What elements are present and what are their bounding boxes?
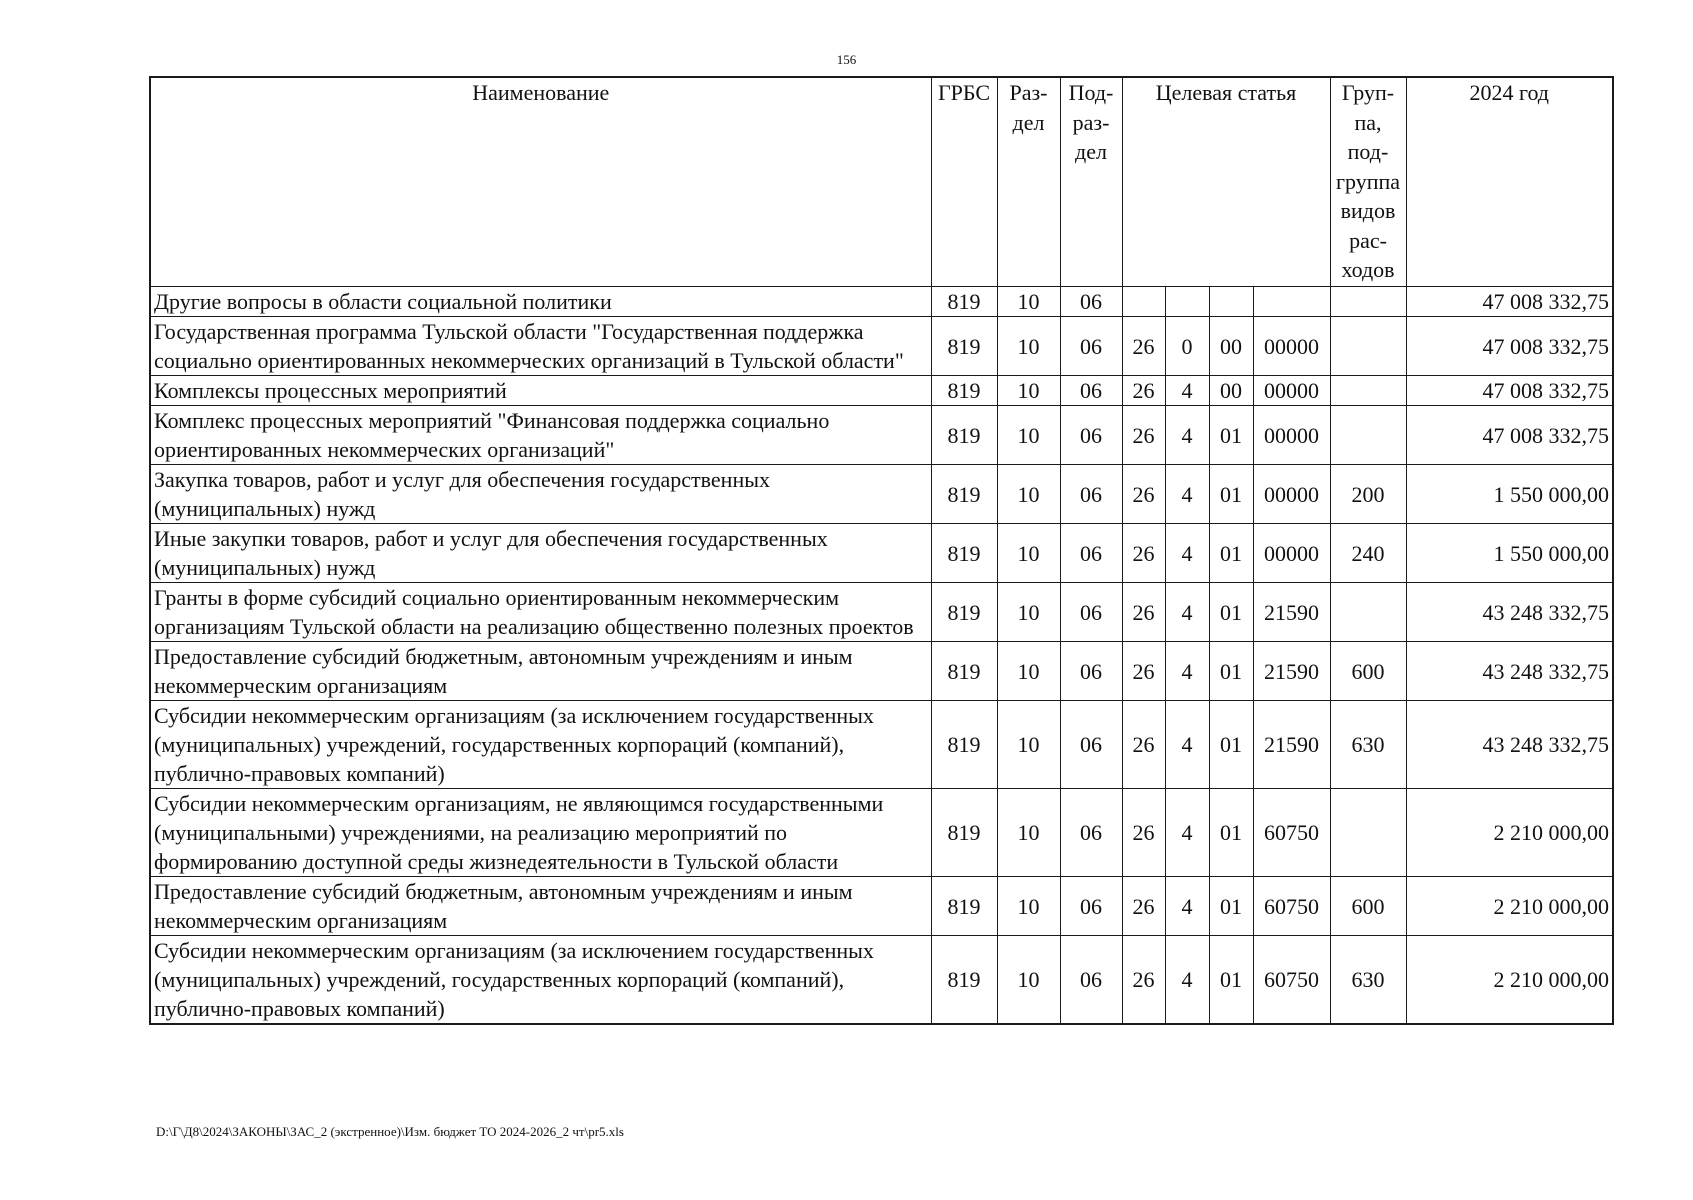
cell-amount: 2 210 000,00 bbox=[1406, 936, 1613, 1025]
cell-target-program: 26 bbox=[1122, 317, 1165, 376]
cell-grbs: 819 bbox=[931, 317, 997, 376]
cell-target-subtype: 01 bbox=[1209, 642, 1253, 701]
cell-expense-group: 200 bbox=[1330, 465, 1406, 524]
cell-target-type bbox=[1165, 287, 1209, 317]
cell-target-type: 4 bbox=[1165, 376, 1209, 406]
cell-target-subtype: 01 bbox=[1209, 524, 1253, 583]
cell-target-program: 26 bbox=[1122, 376, 1165, 406]
cell-podrazdel: 06 bbox=[1060, 936, 1122, 1025]
table-row bbox=[150, 376, 1613, 406]
cell-podrazdel: 06 bbox=[1060, 789, 1122, 877]
table-header-row bbox=[150, 77, 1613, 287]
cell-expense-group bbox=[1330, 789, 1406, 877]
cell-podrazdel: 06 bbox=[1060, 701, 1122, 789]
cell-amount: 47 008 332,75 bbox=[1406, 376, 1613, 406]
cell-target-program: 26 bbox=[1122, 406, 1165, 465]
cell-amount: 47 008 332,75 bbox=[1406, 287, 1613, 317]
cell-amount: 1 550 000,00 bbox=[1406, 465, 1613, 524]
cell-target-type: 0 bbox=[1165, 317, 1209, 376]
cell-target-direction: 21590 bbox=[1253, 583, 1330, 642]
cell-target-subtype: 00 bbox=[1209, 317, 1253, 376]
cell-podrazdel: 06 bbox=[1060, 524, 1122, 583]
table-row bbox=[150, 406, 1613, 465]
cell-amount: 43 248 332,75 bbox=[1406, 583, 1613, 642]
cell-target-direction: 00000 bbox=[1253, 376, 1330, 406]
table-body bbox=[150, 287, 1613, 1025]
cell-target-subtype: 01 bbox=[1209, 877, 1253, 936]
cell-podrazdel: 06 bbox=[1060, 317, 1122, 376]
cell-target-direction: 60750 bbox=[1253, 789, 1330, 877]
cell-amount: 1 550 000,00 bbox=[1406, 524, 1613, 583]
cell-name: Другие вопросы в области социальной политики bbox=[150, 287, 931, 317]
cell-amount: 47 008 332,75 bbox=[1406, 406, 1613, 465]
cell-name: Гранты в форме субсидий социально ориентированным некоммерческим организациям Тульской области на реализацию общественно полезных проектов bbox=[150, 583, 931, 642]
cell-expense-group: 240 bbox=[1330, 524, 1406, 583]
cell-expense-group bbox=[1330, 406, 1406, 465]
cell-grbs: 819 bbox=[931, 642, 997, 701]
cell-target-direction: 00000 bbox=[1253, 465, 1330, 524]
cell-target-program: 26 bbox=[1122, 465, 1165, 524]
cell-target-direction: 21590 bbox=[1253, 701, 1330, 789]
cell-target-type: 4 bbox=[1165, 583, 1209, 642]
cell-amount: 43 248 332,75 bbox=[1406, 642, 1613, 701]
cell-razdel: 10 bbox=[997, 701, 1060, 789]
table-row bbox=[150, 317, 1613, 376]
header-expense-group: Груп- па, под- группа видов рас- ходов bbox=[1330, 77, 1406, 287]
cell-expense-group: 600 bbox=[1330, 642, 1406, 701]
cell-expense-group bbox=[1330, 317, 1406, 376]
cell-podrazdel: 06 bbox=[1060, 287, 1122, 317]
header-podrazdel: Под- раз- дел bbox=[1060, 77, 1122, 287]
cell-name: Комплекс процессных мероприятий "Финансовая поддержка социально ориентированных некоммерческих организаций" bbox=[150, 406, 931, 465]
cell-target-subtype: 01 bbox=[1209, 789, 1253, 877]
cell-grbs: 819 bbox=[931, 877, 997, 936]
cell-target-subtype: 01 bbox=[1209, 701, 1253, 789]
cell-expense-group: 630 bbox=[1330, 936, 1406, 1025]
header-razdel: Раз- дел bbox=[997, 77, 1060, 287]
table-row bbox=[150, 642, 1613, 701]
cell-target-type: 4 bbox=[1165, 465, 1209, 524]
cell-target-direction: 00000 bbox=[1253, 524, 1330, 583]
cell-expense-group bbox=[1330, 376, 1406, 406]
cell-target-type: 4 bbox=[1165, 701, 1209, 789]
cell-target-subtype: 01 bbox=[1209, 936, 1253, 1025]
cell-target-program: 26 bbox=[1122, 524, 1165, 583]
cell-podrazdel: 06 bbox=[1060, 642, 1122, 701]
cell-grbs: 819 bbox=[931, 406, 997, 465]
cell-razdel: 10 bbox=[997, 936, 1060, 1025]
cell-target-type: 4 bbox=[1165, 877, 1209, 936]
cell-grbs: 819 bbox=[931, 789, 997, 877]
cell-target-type: 4 bbox=[1165, 789, 1209, 877]
cell-grbs: 819 bbox=[931, 376, 997, 406]
cell-razdel: 10 bbox=[997, 642, 1060, 701]
cell-target-subtype: 01 bbox=[1209, 583, 1253, 642]
cell-expense-group bbox=[1330, 287, 1406, 317]
cell-target-subtype bbox=[1209, 287, 1253, 317]
table-row bbox=[150, 936, 1613, 1025]
cell-expense-group: 630 bbox=[1330, 701, 1406, 789]
cell-target-type: 4 bbox=[1165, 406, 1209, 465]
cell-expense-group bbox=[1330, 583, 1406, 642]
table-row bbox=[150, 701, 1613, 789]
table-row bbox=[150, 789, 1613, 877]
cell-target-subtype: 01 bbox=[1209, 406, 1253, 465]
cell-podrazdel: 06 bbox=[1060, 406, 1122, 465]
header-target-item: Целевая статья bbox=[1122, 77, 1330, 287]
cell-name: Субсидии некоммерческим организациям, не являющимся государственными (муниципальными) учреждениями, на реализацию мероприятий по формированию доступной среды жизнедеятельности в Тульской области bbox=[150, 789, 931, 877]
cell-razdel: 10 bbox=[997, 287, 1060, 317]
cell-name: Предоставление субсидий бюджетным, автономным учреждениям и иным некоммерческим организациям bbox=[150, 642, 931, 701]
cell-podrazdel: 06 bbox=[1060, 583, 1122, 642]
cell-target-program bbox=[1122, 287, 1165, 317]
header-year: 2024 год bbox=[1406, 77, 1613, 287]
cell-grbs: 819 bbox=[931, 287, 997, 317]
cell-target-direction bbox=[1253, 287, 1330, 317]
cell-target-direction: 00000 bbox=[1253, 317, 1330, 376]
cell-name: Закупка товаров, работ и услуг для обеспечения государственных (муниципальных) нужд bbox=[150, 465, 931, 524]
cell-razdel: 10 bbox=[997, 317, 1060, 376]
cell-target-program: 26 bbox=[1122, 877, 1165, 936]
budget-table bbox=[149, 76, 1614, 1025]
cell-amount: 47 008 332,75 bbox=[1406, 317, 1613, 376]
cell-name: Государственная программа Тульской области "Государственная поддержка социально ориентированных некоммерческих организаций в Тульской области" bbox=[150, 317, 931, 376]
cell-podrazdel: 06 bbox=[1060, 877, 1122, 936]
header-grbs: ГРБС bbox=[931, 77, 997, 287]
cell-podrazdel: 06 bbox=[1060, 376, 1122, 406]
cell-razdel: 10 bbox=[997, 376, 1060, 406]
page-number: 156 bbox=[836, 52, 857, 67]
cell-razdel: 10 bbox=[997, 465, 1060, 524]
cell-amount: 43 248 332,75 bbox=[1406, 701, 1613, 789]
table-row bbox=[150, 287, 1613, 317]
cell-grbs: 819 bbox=[931, 465, 997, 524]
header-name: Наименование bbox=[150, 77, 931, 287]
cell-target-program: 26 bbox=[1122, 583, 1165, 642]
table-row bbox=[150, 583, 1613, 642]
cell-target-direction: 00000 bbox=[1253, 406, 1330, 465]
cell-target-direction: 60750 bbox=[1253, 877, 1330, 936]
cell-target-subtype: 00 bbox=[1209, 376, 1253, 406]
cell-target-type: 4 bbox=[1165, 936, 1209, 1025]
cell-grbs: 819 bbox=[931, 583, 997, 642]
cell-target-direction: 21590 bbox=[1253, 642, 1330, 701]
cell-target-subtype: 01 bbox=[1209, 465, 1253, 524]
cell-target-direction: 60750 bbox=[1253, 936, 1330, 1025]
file-path: D:\Г\Д8\2024\ЗАКОНЫ\ЗАС_2 (экстренное)\Изм. бюджет ТО 2024-2026_2 чт\pr5.xls bbox=[156, 1124, 624, 1139]
cell-name: Предоставление субсидий бюджетным, автономным учреждениям и иным некоммерческим организациям bbox=[150, 877, 931, 936]
cell-target-program: 26 bbox=[1122, 701, 1165, 789]
cell-razdel: 10 bbox=[997, 524, 1060, 583]
cell-razdel: 10 bbox=[997, 789, 1060, 877]
cell-name: Иные закупки товаров, работ и услуг для обеспечения государственных (муниципальных) нужд bbox=[150, 524, 931, 583]
cell-target-program: 26 bbox=[1122, 936, 1165, 1025]
cell-expense-group: 600 bbox=[1330, 877, 1406, 936]
cell-grbs: 819 bbox=[931, 524, 997, 583]
cell-target-type: 4 bbox=[1165, 642, 1209, 701]
cell-name: Субсидии некоммерческим организациям (за исключением государственных (муниципальных) учреждений, государственных корпораций (компаний), публично-правовых компаний) bbox=[150, 701, 931, 789]
cell-amount: 2 210 000,00 bbox=[1406, 877, 1613, 936]
cell-razdel: 10 bbox=[997, 406, 1060, 465]
cell-target-program: 26 bbox=[1122, 642, 1165, 701]
cell-grbs: 819 bbox=[931, 936, 997, 1025]
cell-amount: 2 210 000,00 bbox=[1406, 789, 1613, 877]
cell-target-program: 26 bbox=[1122, 789, 1165, 877]
cell-name: Субсидии некоммерческим организациям (за исключением государственных (муниципальных) учреждений, государственных корпораций (компаний), публично-правовых компаний) bbox=[150, 936, 931, 1025]
table-row bbox=[150, 524, 1613, 583]
cell-podrazdel: 06 bbox=[1060, 465, 1122, 524]
table-row bbox=[150, 465, 1613, 524]
cell-razdel: 10 bbox=[997, 877, 1060, 936]
cell-target-type: 4 bbox=[1165, 524, 1209, 583]
cell-name: Комплексы процессных мероприятий bbox=[150, 376, 931, 406]
cell-razdel: 10 bbox=[997, 583, 1060, 642]
table-row bbox=[150, 877, 1613, 936]
cell-grbs: 819 bbox=[931, 701, 997, 789]
